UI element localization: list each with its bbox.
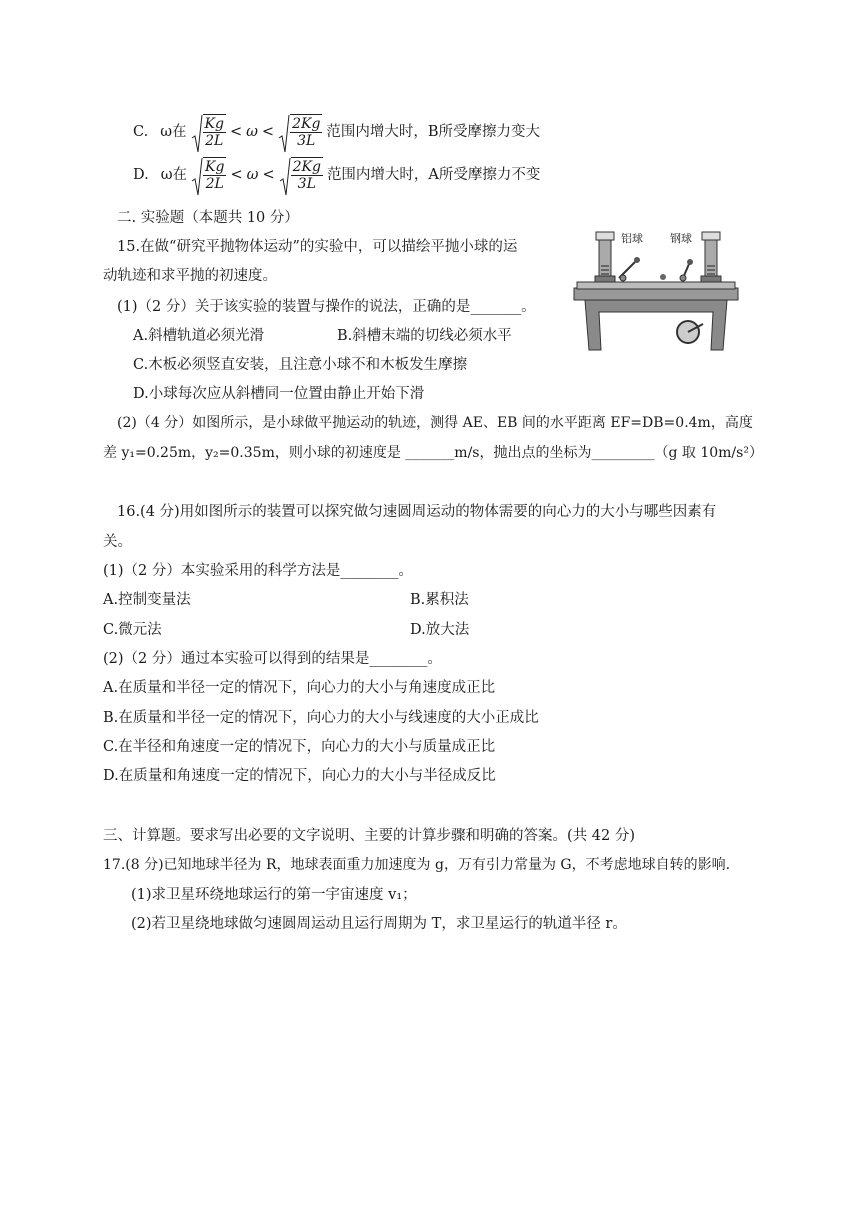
q17-part-1: (1)求卫星环绕地球运行的第一宇宙速度 v₁； <box>131 887 417 903</box>
omega-in: ω在 <box>160 166 188 183</box>
q16-stem-1: 16.(4 分)用如图所示的装置可以探究做匀速圆周运动的物体需要的向心力的大小与哪些因素有 <box>117 504 717 520</box>
q15-option-d: D.小球每次应从斜槽同一位置由静止开始下滑 <box>133 386 425 402</box>
label-aluminum-ball: 铝球 <box>621 232 643 245</box>
section-2-heading: 二. 实验题（本题共 10 分） <box>117 210 299 226</box>
section-3-heading: 三、计算题。要求写出必要的文字说明、主要的计算步骤和明确的答案。(共 42 分) <box>103 828 635 844</box>
q15-option-c: C.木板必须竖直安装，且注意小球不和木板发生摩擦 <box>133 357 468 373</box>
option-tail: 范围内增大时，B所受摩擦力变大 <box>326 123 541 140</box>
q16-part-2: (2)（2 分）通过本实验可以得到的结果是________。 <box>103 651 442 667</box>
q15-part-1: (1)（2 分）关于该实验的装置与操作的说法，正确的是_______。 <box>117 299 536 315</box>
q15-stem-1: 15.在做“研究平抛物体运动”的实验中，可以描绘平抛小球的运 <box>117 239 518 255</box>
option-tail: 范围内增大时，A所受摩擦力不变 <box>326 166 541 183</box>
q16-option-b: B.累积法 <box>410 592 469 608</box>
q16-part-1: (1)（2 分）本实验采用的科学方法是________。 <box>103 563 413 579</box>
option-label: C. <box>133 123 149 140</box>
q16-result-b: B.在质量和半径一定的情况下，向心力的大小与线速度的大小正成比 <box>103 710 539 726</box>
option-c: C. ω在 $\frac{Kg}{2L}$ < ω < $\frac{2Kg}{3L}$ 范围内增大时，B所受摩擦力变大 <box>133 114 540 149</box>
apparatus-figure <box>571 222 741 356</box>
q15-part-2b: 差 y₁=0.25m，y₂=0.35m，则小球的初速度是 _______m/s，抛出点的坐标为_________（g 取 10m/s²） <box>103 445 763 461</box>
sqrt-expression: $\frac{Kg}{2L}$ <box>191 114 226 149</box>
q15-option-a: A.斜槽轨道必须光滑 <box>133 328 265 344</box>
q16-option-a: A.控制变量法 <box>103 592 191 608</box>
q16-option-d: D.放大法 <box>410 622 470 638</box>
sqrt-expression: $\frac{Kg}{2L}$ <box>191 157 226 192</box>
q16-result-c: C.在半径和角速度一定的情况下，向心力的大小与质量成正比 <box>103 739 496 755</box>
q15-option-b: B.斜槽末端的切线必须水平 <box>337 328 512 344</box>
sqrt-expression: $\frac{2Kg}{3L}$ <box>278 114 322 149</box>
q16-result-d: D.在质量和角速度一定的情况下，向心力的大小与半径成反比 <box>103 768 496 784</box>
q17-stem: 17.(8 分)已知地球半径为 R，地球表面重力加速度为 g，万有引力常量为 G，不考虑地球自转的影响. <box>103 857 731 873</box>
label-steel-ball: 钢球 <box>670 232 692 245</box>
q16-result-a: A.在质量和半径一定的情况下，向心力的大小与角速度成正比 <box>103 680 496 696</box>
q15-stem-2: 动轨迹和求平抛的初速度。 <box>103 268 277 284</box>
q16-stem-2: 关。 <box>103 534 132 550</box>
omega-in: ω在 <box>160 123 187 140</box>
sqrt-expression: $\frac{2Kg}{3L}$ <box>279 157 323 192</box>
q17-part-2: (2)若卫星绕地球做匀速圆周运动且运行周期为 T，求卫星运行的轨道半径 r。 <box>131 916 627 932</box>
q16-option-c: C.微元法 <box>103 622 162 638</box>
option-label: D. <box>133 166 149 183</box>
option-d: D. ω在 $\frac{Kg}{2L}$ < ω < $\frac{2Kg}{3L}$ 范围内增大时，A所受摩擦力不变 <box>133 157 540 192</box>
q15-part-2a: (2)（4 分）如图所示，是小球做平抛运动的轨迹，测得 AE、EB 间的水平距离 EF=DB=0.4m，高度 <box>117 415 753 431</box>
